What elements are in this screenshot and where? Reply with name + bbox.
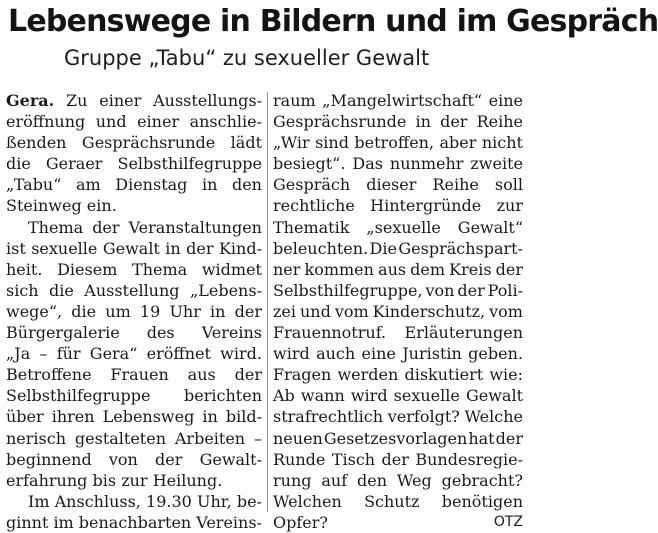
text-line: eröffnung und einer anschlie- <box>6 112 262 132</box>
text-line: neuen Gesetzesvorlagen hat der <box>273 428 523 448</box>
text-line: beginnend von der Gewalt- <box>6 449 262 469</box>
column-divider <box>267 92 268 512</box>
text-line: Welchen Schutz benötigen <box>273 491 523 511</box>
text-line: ner kommen aus dem Kreis der <box>273 259 523 279</box>
text-line: beleuchten. Die Gesprächspart- <box>273 238 523 258</box>
text-line: Selbsthilfegruppe, von der Poli- <box>273 280 523 300</box>
text-line: Selbsthilfegruppe berichten <box>6 386 262 406</box>
text-line: ginnt im benachbarten Vereins- <box>6 512 262 532</box>
text-line: über ihren Lebensweg in bild- <box>6 407 262 427</box>
text-line: Im Anschluss, 19.30 Uhr, be- <box>28 491 262 511</box>
text-line: raum „Mangelwirtschaft“ eine <box>273 91 523 110</box>
article-column-right <box>273 90 523 533</box>
text-line: „Ja – für Gera“ eröffnet wird. <box>6 344 262 364</box>
text-line: rechtliche Hintergründe zur <box>273 196 523 216</box>
dateline: Gera. <box>6 91 55 110</box>
text-line: Betroffene Frauen aus der <box>6 365 262 385</box>
text-line: zei und vom Kinderschutz, vom <box>273 301 523 321</box>
article-column-left <box>6 90 262 533</box>
text-line: erfahrung bis zur Heilung. <box>6 470 223 490</box>
text-line: wird auch eine Juristin geben. <box>273 344 523 364</box>
text-line: Thema der Veranstaltungen <box>28 217 262 237</box>
text-line: Ab wann wird sexuelle Gewalt <box>273 386 523 406</box>
text-line: Gera. Zu einer Ausstellungs- <box>6 91 262 110</box>
text-line: Steinweg ein. <box>6 196 117 216</box>
source-tag: OTZ <box>493 513 523 530</box>
article-headline: Lebenswege in Bildern und im Gespräch <box>8 4 658 39</box>
text-line: „Wir sind betroffen, aber nicht <box>273 133 523 153</box>
text-line: Bürgergalerie des Vereins <box>6 323 262 343</box>
text-line: Runde Tisch der Bundesregie- <box>273 449 523 469</box>
text-line: wege“, die um 19 Uhr in der <box>6 301 262 321</box>
text-line: strafrechtlich verfolgt? Welche <box>273 407 523 427</box>
text-line: rung auf den Weg gebracht? <box>273 470 523 490</box>
text-line: heit. Diesem Thema widmet <box>6 259 262 279</box>
text-line: sich die Ausstellung „Lebens- <box>6 280 262 300</box>
text-line: nerisch gestalteten Arbeiten – <box>6 428 262 448</box>
text-line: besiegt“. Das nunmehr zweite <box>273 154 523 174</box>
text-line: die Geraer Selbsthilfegruppe <box>6 154 262 174</box>
text-line: Gesprächsrunde in der Reihe <box>273 112 523 132</box>
text-line: Opfer? OTZ <box>273 512 523 532</box>
text-line: Thematik „sexuelle Gewalt“ <box>273 217 523 237</box>
text-line: ßenden Gesprächsrunde lädt <box>6 133 262 153</box>
text-line: Gespräch dieser Reihe soll <box>273 175 523 195</box>
article-subheadline: Gruppe „Tabu“ zu sexueller Gewalt <box>64 46 430 70</box>
text-line: ist sexuelle Gewalt in der Kind- <box>6 238 262 258</box>
text-line: Fragen werden diskutiert wie: <box>273 365 523 385</box>
text-line: Frauennotruf. Erläuterungen <box>273 323 523 343</box>
text-line: „Tabu“ am Dienstag in den <box>6 175 262 195</box>
